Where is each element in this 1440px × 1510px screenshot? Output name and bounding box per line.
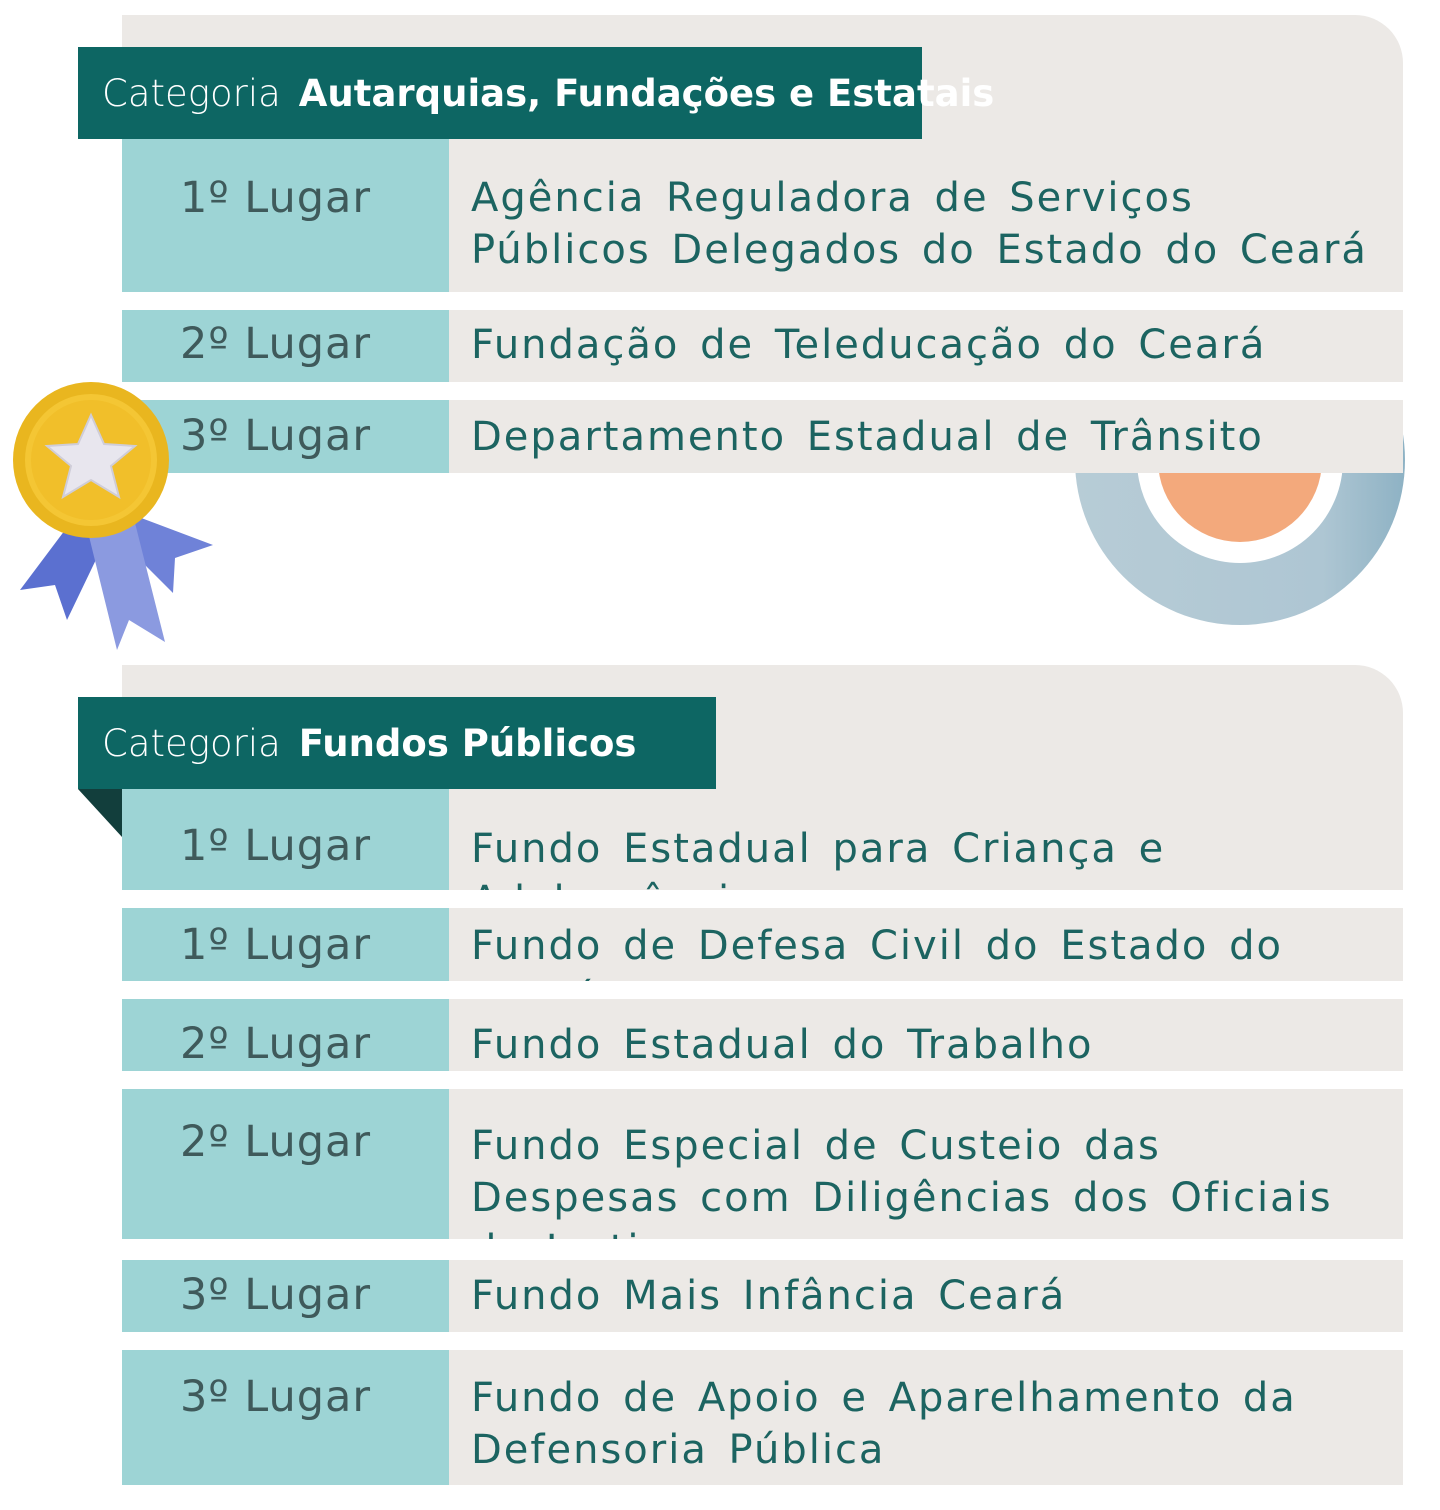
category-name: Autarquias, Fundações e Estatais xyxy=(298,71,995,115)
winner-cell: Fundo Especial de Custeio das Despesas com Diligências dos Oficiais xyxy=(449,1089,1403,1239)
winner-cell: Fundo Estadual do Trabalho xyxy=(449,999,1403,1071)
ranking-row xyxy=(122,1350,1403,1485)
ranking-row xyxy=(122,310,1403,382)
row-divider xyxy=(122,382,1403,400)
ranking-row xyxy=(122,908,1403,981)
category-header-2 xyxy=(78,697,716,789)
winner-cell: Agência Reguladora de Serviços Públicos Delegados do Estado do Ceará xyxy=(449,139,1403,292)
ranking-row xyxy=(122,139,1403,292)
category-header-1 xyxy=(78,47,995,139)
category-label: Categoria xyxy=(102,71,281,115)
ranking-row xyxy=(122,1089,1403,1239)
place-cell: 3º Lugar xyxy=(122,1350,449,1485)
row-divider xyxy=(122,292,1403,310)
winner-cell: Fundo Mais Infância Ceará xyxy=(449,1260,1403,1332)
place-cell: 3º Lugar xyxy=(122,1260,449,1332)
row-divider xyxy=(122,1071,1403,1089)
place-cell: 2º Lugar xyxy=(122,1089,449,1239)
category-name: Fundos Públicos xyxy=(298,721,637,765)
place-cell: 3º Lugar xyxy=(122,400,449,473)
row-divider xyxy=(122,1239,1403,1260)
winner-cell: Departamento Estadual de Trânsito xyxy=(449,400,1403,473)
row-divider xyxy=(122,890,1403,908)
ranking-row xyxy=(122,999,1403,1071)
place-cell: 1º Lugar xyxy=(122,139,449,292)
place-cell: 2º Lugar xyxy=(122,310,449,382)
winner-cell: Fundo Estadual para Criança e xyxy=(449,789,1403,890)
category-label: Categoria xyxy=(102,721,281,765)
place-cell: 1º Lugar xyxy=(122,908,449,981)
ranking-row xyxy=(122,789,1403,890)
ranking-row xyxy=(122,1260,1403,1332)
winner-cell: Fundo de Apoio e Aparelhamento da Defensoria Pública xyxy=(449,1350,1403,1485)
winner-cell: Fundação de Teleducação do Ceará xyxy=(449,310,1403,382)
place-cell: 2º Lugar xyxy=(122,999,449,1071)
winner-cell: Fundo de Defesa Civil do Estado do xyxy=(449,908,1403,981)
place-cell: 1º Lugar xyxy=(122,789,449,890)
medal-icon xyxy=(5,380,220,660)
ranking-row xyxy=(122,400,1403,473)
row-divider xyxy=(122,1332,1403,1350)
row-divider xyxy=(122,981,1403,999)
ribbon-fold xyxy=(78,789,122,837)
